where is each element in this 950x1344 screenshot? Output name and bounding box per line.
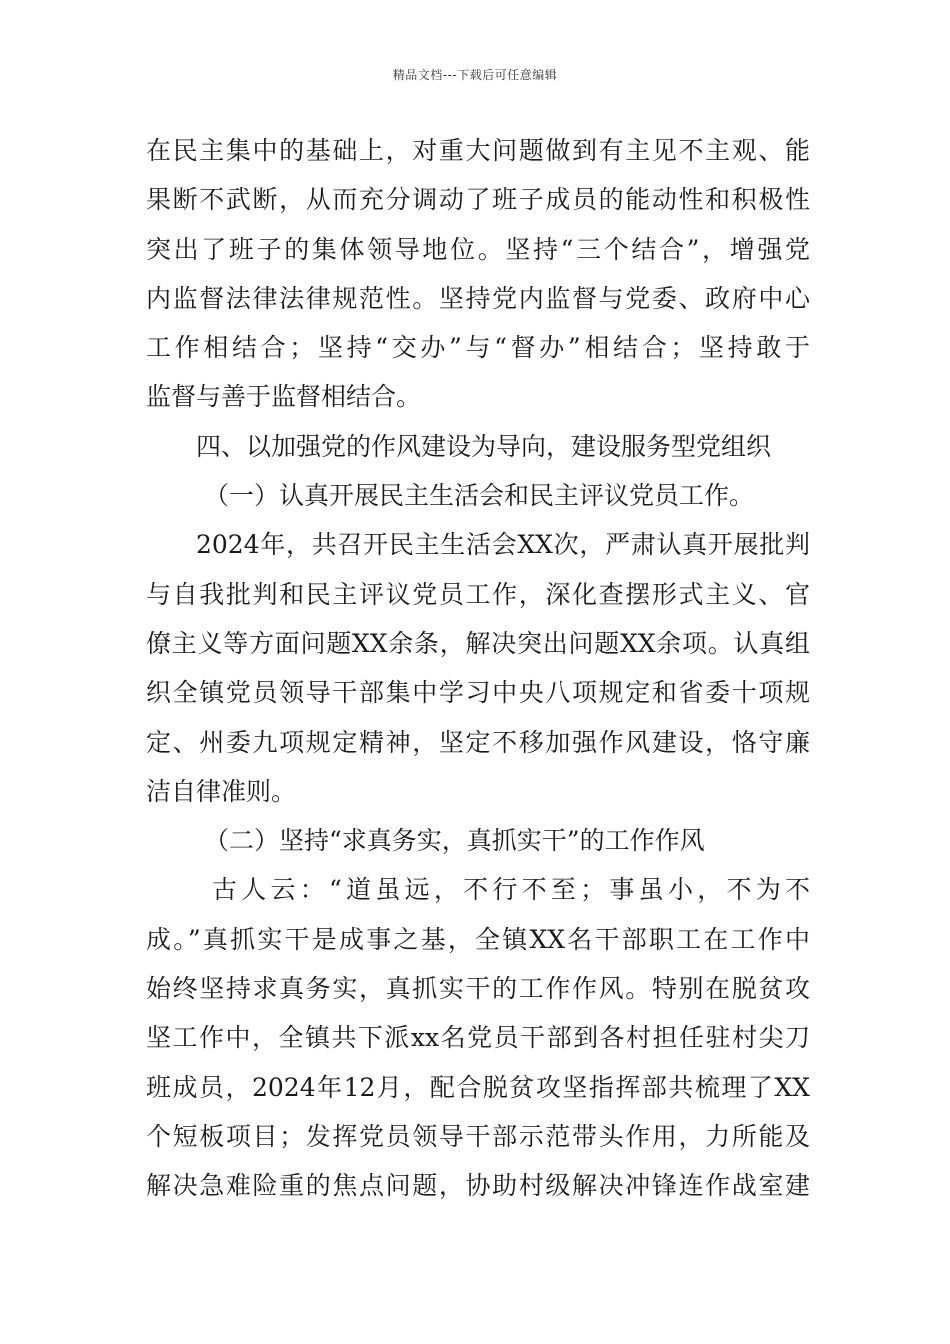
subsection-heading: （一）认真开展民主生活会和民主评议党员工作。 — [204, 481, 755, 511]
document-body — [146, 126, 810, 1211]
text-line: 解决急难险重的焦点问题，协助村级解决冲锋连作战室建 — [146, 1171, 810, 1201]
subsection-heading: （二）坚持“求真务实，真抓实干”的工作作风 — [204, 826, 705, 856]
text-line: 监督与善于监督相结合。 — [146, 382, 422, 412]
page-header: 精品文档---下载后可任意编辑 — [392, 68, 558, 82]
text-line: 僚主义等方面问题XX余条，解决突出问题XX余项。认真组 — [146, 628, 810, 658]
text-line: 始终坚持求真务实，真抓实干的工作作风。特别在脱贫攻 — [146, 974, 810, 1004]
text-line: 班成员，2024年12月，配合脱贫攻坚指挥部共梳理了XX — [146, 1072, 810, 1102]
text-line: 洁自律准则。 — [146, 776, 297, 806]
text-line: 坚工作中，全镇共下派xx名党员干部到各村担任驻村尖刀 — [146, 1023, 810, 1053]
text-line: 在民主集中的基础上，对重大问题做到有主见不主观、能 — [146, 136, 810, 165]
text-line: 古人云：“道虽远，不行不至；事虽小，不为不 — [212, 875, 810, 905]
text-line: 内监督法律法律规范性。坚持党内监督与党委、政府中心 — [146, 283, 810, 313]
text-line: 2024年，共召开民主生活会XX次，严肃认真开展批判 — [196, 530, 810, 560]
text-line: 工作相结合；坚持“交办”与“督办”相结合；坚持敢于 — [146, 333, 810, 363]
text-line: 个短板项目；发挥党员领导干部示范带头作用，力所能及 — [146, 1121, 810, 1151]
text-line: 成。”真抓实干是成事之基，全镇XX名干部职工在工作中 — [146, 924, 810, 954]
text-line: 果断不武断，从而充分调动了班子成员的能动性和积极性 — [146, 185, 810, 215]
section-heading: 四、以加强党的作风建设为导向，建设服务型党组织 — [196, 431, 772, 461]
text-line: 织全镇党员领导干部集中学习中央八项规定和省委十项规 — [146, 678, 810, 708]
text-line: 定、州委九项规定精神，坚定不移加强作风建设，恪守廉 — [146, 727, 810, 757]
text-line: 突出了班子的集体领导地位。坚持“三个结合”，增强党 — [146, 234, 810, 264]
text-line: 与自我批判和民主评议党员工作，深化查摆形式主义、官 — [146, 579, 810, 609]
